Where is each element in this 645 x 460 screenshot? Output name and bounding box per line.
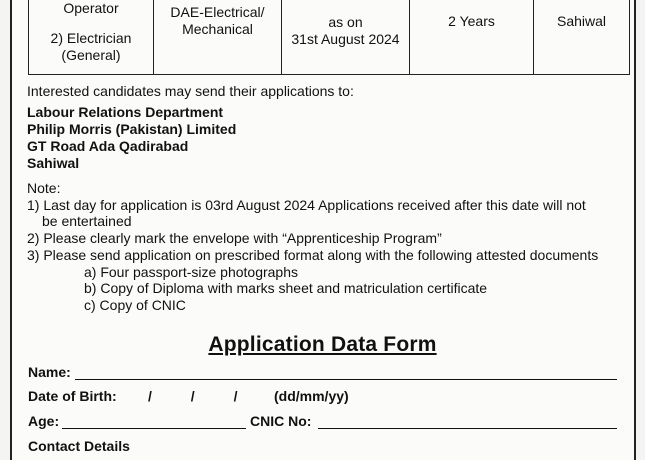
address-line-1: Labour Relations Department <box>27 104 224 120</box>
location-value: Sahiwal <box>556 13 607 29</box>
qualification-line-1: DAE-Electrical/ <box>170 4 265 20</box>
age-limit-line-3: 31st August 2024 <box>291 31 400 47</box>
note-heading: Note: <box>27 180 61 196</box>
note-3c: c) Copy of CNIC <box>84 297 186 313</box>
position-2-cont: (General) <box>61 47 121 63</box>
name-field-line[interactable] <box>75 379 617 380</box>
note-1: 1) Last day for application is 03rd August 2024 Applications received after this date will not <box>27 197 586 213</box>
age-limit-line-2: as on <box>328 14 363 30</box>
address-line-3: GT Road Ada Qadirabad <box>27 138 189 154</box>
note-3b: b) Copy of Diploma with marks sheet and matriculation certificate <box>84 280 488 296</box>
qualification-line-2: Mechanical <box>182 21 253 37</box>
table-cell-positions <box>29 0 154 74</box>
dob-label: Date of Birth: <box>28 388 117 404</box>
duration-value: 2 Years <box>448 13 495 29</box>
apply-intro: Interested candidates may send their applications to: <box>27 83 354 99</box>
positions-table <box>28 0 630 75</box>
position-2: 2) Electrician <box>50 30 132 46</box>
note-1-cont: be entertained <box>42 213 132 229</box>
address-line-2: Philip Morris (Pakistan) Limited <box>27 121 237 137</box>
contact-details-label: Contact Details <box>28 438 130 454</box>
age-label: Age: <box>28 413 60 429</box>
cnic-label: CNIC No: <box>250 413 312 429</box>
name-label: Name: <box>28 364 71 380</box>
position-1-cont: Operator <box>63 0 119 16</box>
note-3: 3) Please send application on prescribed format along with the following attested documents <box>27 247 599 263</box>
age-field-line[interactable] <box>62 428 246 429</box>
table-cell-qualification <box>154 0 282 74</box>
cnic-field-line[interactable] <box>318 428 617 429</box>
dob-format: (dd/mm/yy) <box>274 388 349 404</box>
table-cell-location <box>534 0 629 74</box>
note-2: 2) Please clearly mark the envelope with “Apprenticeship Program” <box>27 230 442 246</box>
table-cell-age-limit <box>282 0 410 74</box>
address-line-4: Sahiwal <box>27 155 80 171</box>
dob-separators: / / / <box>148 388 238 404</box>
note-3a: a) Four passport-size photographs <box>84 264 298 280</box>
form-title: Application Data Form <box>208 333 437 356</box>
table-cell-duration <box>410 0 534 74</box>
